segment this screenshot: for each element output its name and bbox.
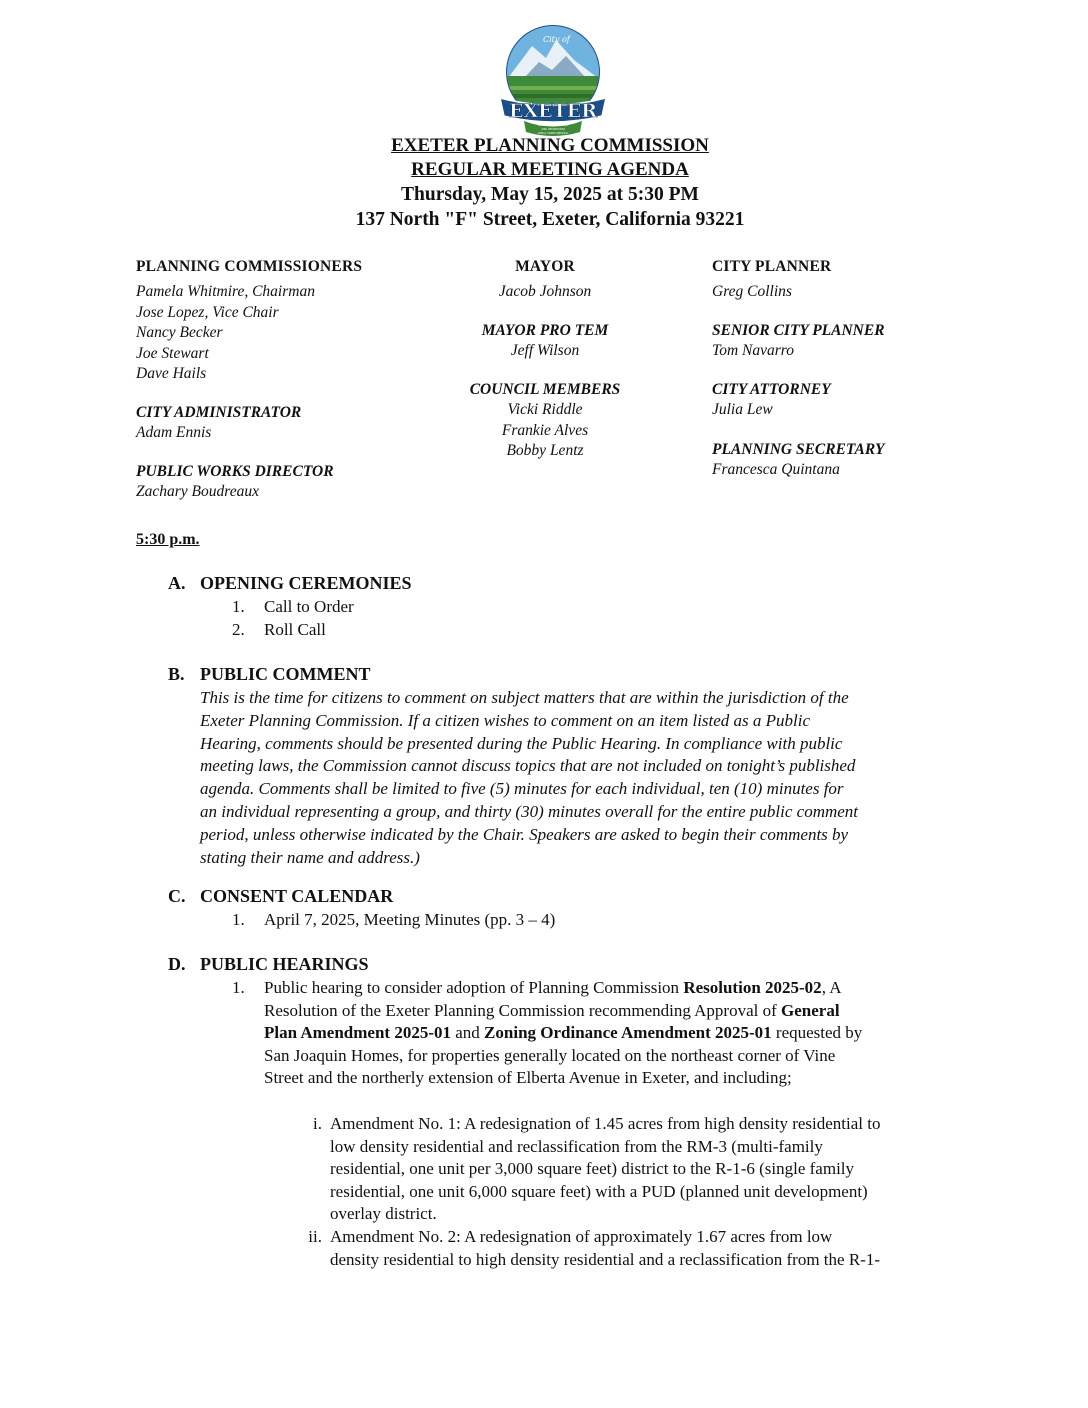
logo-name: EXETER bbox=[508, 100, 598, 122]
mayor-pro-tem-heading: MAYOR PRO TEM bbox=[481, 321, 609, 339]
city-planner-heading: CITY PLANNER bbox=[712, 258, 832, 275]
public-hearing-item bbox=[264, 977, 984, 1090]
roster-column-left bbox=[136, 258, 362, 503]
city-planner-name: Greg Collins bbox=[712, 283, 792, 300]
paragraph-line: agenda. Comments shall be limited to five (5) minutes for each individual, ten (10) minutes for bbox=[200, 779, 844, 799]
senior-planner-heading: SENIOR CITY PLANNER bbox=[712, 321, 885, 339]
list-item bbox=[232, 619, 245, 642]
subitem-text bbox=[330, 1226, 990, 1271]
paragraph-line: Public hearing to consider adoption of Planning Commission Resolution 2025-02, A bbox=[264, 978, 842, 997]
paragraph-line: Street and the northerly extension of Elberta Avenue in Exeter, and including; bbox=[264, 1068, 792, 1087]
logo-city-of: City of bbox=[543, 35, 570, 44]
paragraph-line: an individual representing a group, and thirty (30) minutes overall for the entire public comment bbox=[200, 801, 859, 821]
item-text: April 7, 2025, Meeting Minutes (pp. 3 – 4) bbox=[264, 910, 556, 929]
council-member-name: Frankie Alves bbox=[501, 421, 589, 439]
roster-column-middle bbox=[440, 258, 650, 462]
subitem-text bbox=[330, 1113, 990, 1226]
paragraph-line: low density residential and reclassification from the RM-3 (multi-family bbox=[330, 1136, 823, 1156]
paragraph-line: Exeter Planning Commission. If a citizen wishes to comment on an item listed as a Public bbox=[200, 710, 811, 730]
city-attorney-heading: CITY ATTORNEY bbox=[712, 381, 831, 398]
city-admin-heading: CITY ADMINISTRATOR bbox=[136, 403, 302, 421]
commissioners-list bbox=[136, 282, 362, 385]
logo-tagline-3: SMALL TOWN AMERICA bbox=[537, 132, 569, 135]
commissioner-name: Dave Hails bbox=[136, 365, 207, 382]
paragraph-line: stating their name and address.) bbox=[200, 847, 420, 867]
paragraph-line: This is the time for citizens to comment on subject matters that are within the jurisdiction of the bbox=[200, 688, 849, 707]
council-member-name: Bobby Lentz bbox=[506, 442, 584, 459]
subitem-number: i. bbox=[313, 1114, 322, 1133]
council-member-name: Vicki Riddle bbox=[507, 401, 583, 418]
item-text: Roll Call bbox=[264, 620, 326, 639]
logo-tagline-1: CENTENNIAL HERITAGE bbox=[537, 124, 569, 127]
list-item bbox=[232, 596, 245, 619]
logo-tagline-2: AND RECREATION bbox=[541, 128, 565, 131]
planning-secretary-heading: PLANNING SECRETARY bbox=[712, 440, 885, 458]
paragraph-line: Plan Amendment 2025-01 and Zoning Ordinance Amendment 2025-01 requested by bbox=[264, 1023, 863, 1042]
planning-secretary-name: Francesca Quintana bbox=[712, 460, 840, 478]
commissioner-name: Nancy Becker bbox=[136, 324, 223, 341]
section-b-letter: B. bbox=[168, 664, 185, 684]
header-address: 137 North "F" Street, Exeter, California 93221 bbox=[355, 209, 745, 230]
commissioners-heading: PLANNING COMMISSIONERS bbox=[136, 258, 363, 275]
paragraph-line: residential, one unit 6,000 square feet) with a PUD (planned unit development) bbox=[330, 1181, 868, 1201]
section-c-letter: C. bbox=[168, 886, 186, 906]
city-admin-name: Adam Ennis bbox=[136, 423, 212, 441]
paragraph-line: density residential to high density residential and a reclassification from the R-1- bbox=[330, 1249, 880, 1269]
item-number: 1. bbox=[232, 910, 245, 929]
commissioner-name: Pamela Whitmire, Chairman bbox=[136, 283, 315, 300]
paragraph-line: Amendment No. 2: A redesignation of approximately 1.67 acres from low bbox=[330, 1227, 833, 1246]
item-text: Call to Order bbox=[264, 597, 354, 616]
city-attorney-name: Julia Lew bbox=[712, 401, 773, 418]
section-d-title: PUBLIC HEARINGS bbox=[200, 954, 369, 974]
public-comment-paragraph bbox=[200, 687, 990, 869]
paragraph-line: Amendment No. 1: A redesignation of 1.45 acres from high density residential to bbox=[330, 1114, 881, 1133]
paragraph-line: residential, one unit per 3,000 square feet) district to the R-1-6 (single family bbox=[330, 1159, 855, 1178]
paragraph-line: Resolution of the Exeter Planning Commission recommending Approval of General bbox=[264, 1000, 840, 1020]
commissioner-name: Joe Stewart bbox=[136, 344, 209, 362]
council-heading: COUNCIL MEMBERS bbox=[469, 381, 621, 398]
item-number: 2. bbox=[232, 620, 245, 639]
paragraph-line: Hearing, comments should be presented during the Public Hearing. In compliance with public bbox=[200, 733, 843, 753]
header-title: EXETER PLANNING COMMISSION bbox=[391, 135, 709, 156]
mayor-pro-tem-name: Jeff Wilson bbox=[510, 341, 580, 359]
header-date: Thursday, May 15, 2025 at 5:30 PM bbox=[401, 184, 699, 205]
section-b-title: PUBLIC COMMENT bbox=[200, 664, 371, 684]
public-works-name: Zachary Boudreaux bbox=[136, 483, 259, 500]
section-d-letter: D. bbox=[168, 954, 186, 974]
subitem-number: ii. bbox=[308, 1227, 322, 1246]
paragraph-line: San Joaquin Homes, for properties generally located on the northeast corner of Vine bbox=[264, 1045, 836, 1065]
mayor-heading: MAYOR bbox=[515, 258, 575, 275]
mayor-name: Jacob Johnson bbox=[498, 283, 592, 300]
paragraph-line: meeting laws, the Commission cannot discuss topics that are not included on tonight’s published bbox=[200, 756, 856, 776]
commissioner-name: Jose Lopez, Vice Chair bbox=[136, 303, 279, 321]
public-works-heading: PUBLIC WORKS DIRECTOR bbox=[136, 463, 334, 480]
item-number: 1. bbox=[232, 597, 245, 616]
senior-planner-name: Tom Navarro bbox=[712, 341, 794, 359]
section-a-title: OPENING CEREMONIES bbox=[200, 573, 412, 593]
section-c-title: CONSENT CALENDAR bbox=[200, 886, 394, 906]
meeting-time: 5:30 p.m. bbox=[136, 531, 200, 548]
paragraph-line: period, unless otherwise indicated by the Chair. Speakers are asked to begin their comments by bbox=[200, 824, 849, 844]
item-number: 1. bbox=[232, 978, 245, 997]
roster-column-right bbox=[712, 258, 885, 480]
header-subtitle: REGULAR MEETING AGENDA bbox=[411, 159, 689, 180]
paragraph-line: overlay district. bbox=[330, 1204, 437, 1223]
section-a-letter: A. bbox=[168, 573, 186, 593]
city-logo bbox=[494, 20, 612, 138]
